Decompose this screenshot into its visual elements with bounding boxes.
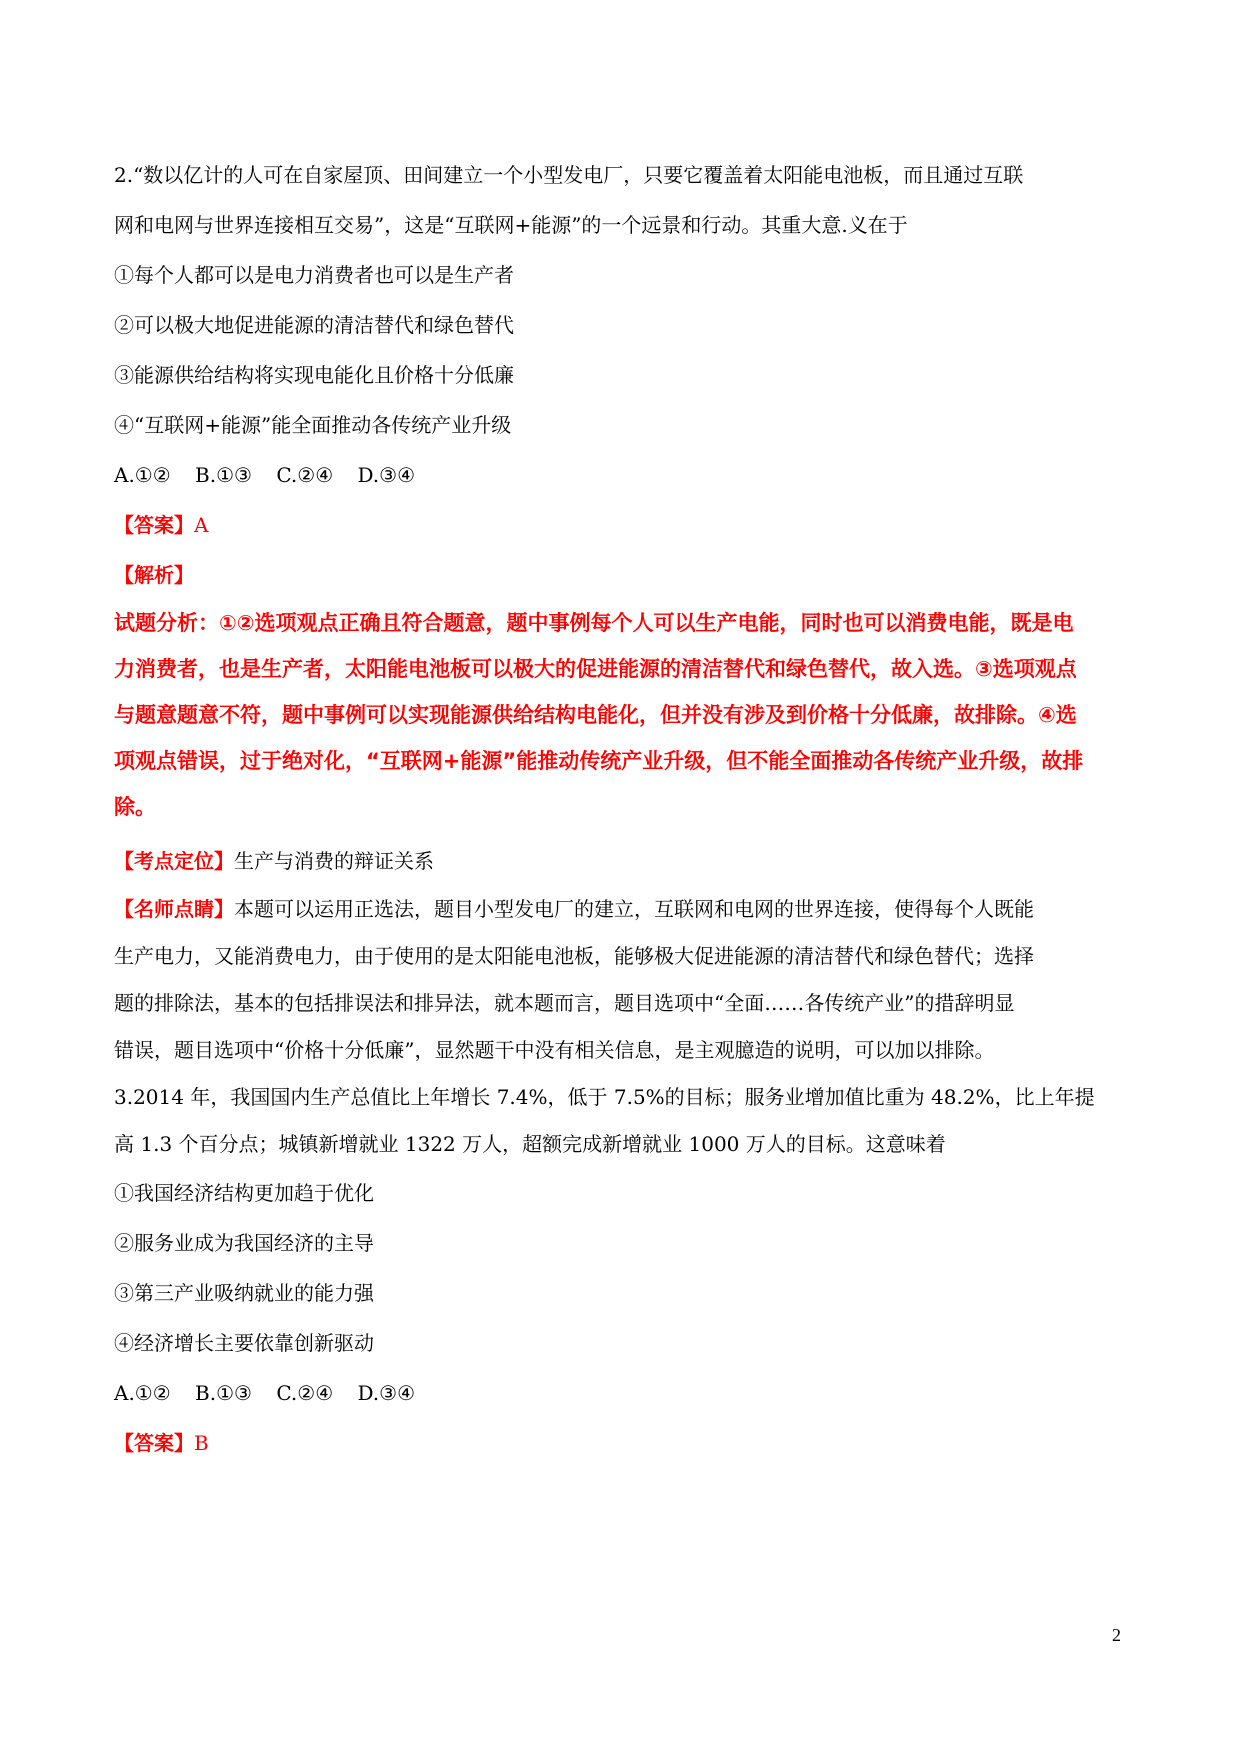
question-2-choice-a: A.①② <box>114 463 171 487</box>
question-3-option-4: ④经济增长主要依靠创新驱动 <box>114 1331 374 1355</box>
question-2-option-2: ②可以极大地促进能源的清洁替代和绿色替代 <box>114 313 514 337</box>
question-3-choice-c: C.②④ <box>276 1381 334 1405</box>
question-2-stem-line-1: 2.“数以亿计的人可在自家屋顶、田间建立一个小型发电厂，只要它覆盖着太阳能电池板，而且通过互联 <box>114 163 1024 187</box>
question-3-choice-b: B.①③ <box>195 1381 252 1405</box>
analysis-line-3: 与题意题意不符，题中事例可以实现能源供给结构电能化，但并没有涉及到价格十分低廉，故排除。④选 <box>114 703 1077 727</box>
question-2 <box>114 150 1134 1074</box>
analysis-line-1: 试题分析：①②选项观点正确且符合题意，题中事例每个人可以生产电能，同时也可以消费电能，既是电 <box>114 611 1074 635</box>
answer-tag: 【答案】 <box>114 513 194 537</box>
question-2-choice-b: B.①③ <box>195 463 252 487</box>
question-2-choice-c: C.②④ <box>276 463 334 487</box>
question-3-choices <box>114 1368 1134 1418</box>
question-2-option-3: ③能源供给结构将实现电能化且价格十分低廉 <box>114 363 514 387</box>
question-3-stem-line-2: 高 1.3 个百分点；城镇新增就业 1322 万人，超额完成新增就业 1000 万人的目标。这意味着 <box>114 1132 946 1156</box>
analysis-line-4: 项观点错误，过于绝对化，“互联网+能源”能推动传统产业升级，但不能全面推动各传统产业升级，故排 <box>114 749 1084 773</box>
knowledge-point <box>114 836 1134 886</box>
question-2-choices <box>114 450 1134 500</box>
answer-tag: 【答案】 <box>114 1431 194 1455</box>
question-2-stem-line-2: 网和电网与世界连接相互交易”，这是“互联网+能源”的一个远景和行动。其重大意.义在于 <box>114 213 908 237</box>
question-2-option-1: ①每个人都可以是电力消费者也可以是生产者 <box>114 263 514 287</box>
question-2-option-4: ④“互联网+能源”能全面推动各传统产业升级 <box>114 413 512 437</box>
question-3-option-2: ②服务业成为我国经济的主导 <box>114 1231 374 1255</box>
page-content <box>114 150 1134 1468</box>
teacher-tip-tag: 【名师点睛】 <box>114 897 234 921</box>
question-3-option-3: ③第三产业吸纳就业的能力强 <box>114 1281 374 1305</box>
question-2-choice-d: D.③④ <box>357 463 416 487</box>
knowledge-point-value: 生产与消费的辩证关系 <box>234 849 434 873</box>
analysis-line-5: 除。 <box>114 795 156 819</box>
analysis-line-2: 力消费者，也是生产者，太阳能电池板可以极大的促进能源的清洁替代和绿色替代，故入选。③选项观点 <box>114 657 1077 681</box>
question-3-answer <box>114 1418 1134 1468</box>
teacher-tip-line-2: 生产电力，又能消费电力，由于使用的是太阳能电池板，能够极大促进能源的清洁替代和绿色替代；选择 <box>114 944 1034 968</box>
answer-value: A <box>194 513 209 537</box>
question-3-stem-line-1: 3.2014 年，我国国内生产总值比上年增长 7.4%，低于 7.5%的目标；服务业增加值比重为 48.2%，比上年提 <box>114 1085 1095 1109</box>
analysis-tag: 【解析】 <box>114 563 194 587</box>
teacher-tip-text-1: 本题可以运用正选法，题目小型发电厂的建立，互联网和电网的世界连接，使得每个人既能 <box>234 897 1034 921</box>
question-2-answer <box>114 500 1134 550</box>
teacher-tip-line-4: 错误，题目选项中“价格十分低廉”，显然题干中没有相关信息，是主观臆造的说明，可以加以排除。 <box>114 1038 995 1062</box>
teacher-tip <box>114 886 1134 1074</box>
question-3-option-1: ①我国经济结构更加趋于优化 <box>114 1181 374 1205</box>
page-number: 2 <box>1112 1625 1121 1645</box>
question-3-choice-a: A.①② <box>114 1381 171 1405</box>
analysis-body <box>114 600 1134 830</box>
question-3-choice-d: D.③④ <box>357 1381 416 1405</box>
teacher-tip-line-3: 题的排除法，基本的包括排误法和排异法，就本题而言，题目选项中“全面……各传统产业”的措辞明显 <box>114 991 1015 1015</box>
answer-value: B <box>194 1431 209 1455</box>
question-3 <box>114 1074 1134 1468</box>
knowledge-point-tag: 【考点定位】 <box>114 849 234 873</box>
teacher-tip-line-1 <box>114 886 1134 933</box>
